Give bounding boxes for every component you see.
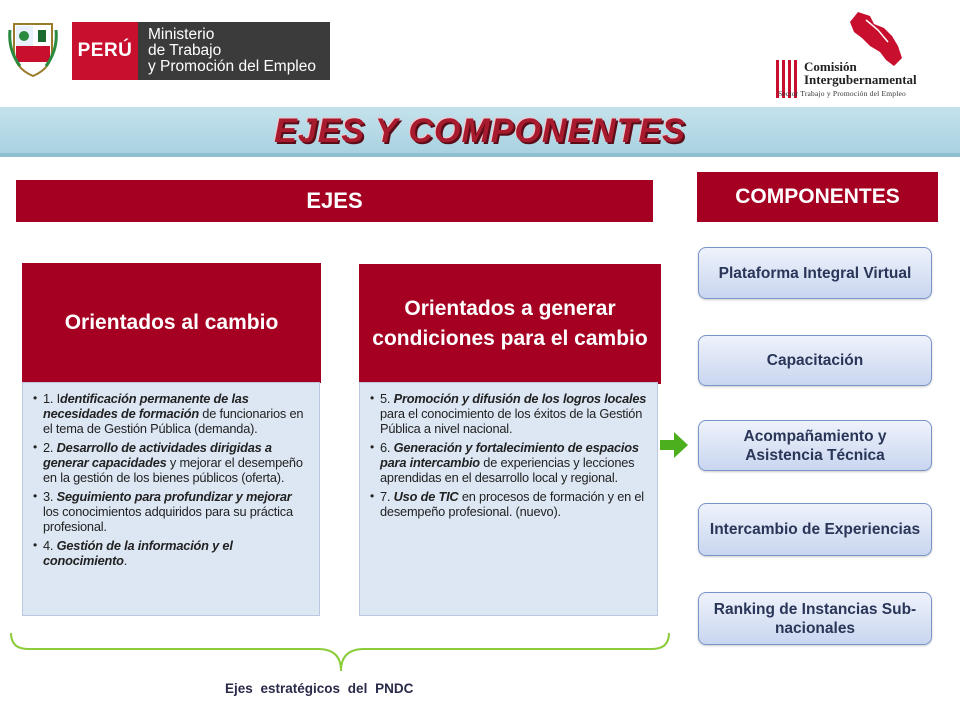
eje-item-text: de funcionarios en el tema de Gestión Pública (demanda). [43,406,304,436]
eje-item-bold: Promoción y difusión de los logros locales [393,391,647,406]
eje-item-number: 1. I [43,391,60,406]
ejes-header: EJES [16,180,653,222]
column-body-condiciones [359,382,658,616]
eje-item-text: de experiencias y lecciones aprendidas en el desarrollo local y regional. [380,455,635,485]
eje-item-number: 2. [43,440,57,455]
eje-item-number: 4. [43,538,57,553]
eje-item-bold: dentificación permanente de las necesidades de formación [43,391,249,421]
peru-label: PERÚ [77,40,133,61]
curly-brace-icon [8,631,672,675]
right-arrow-icon [660,432,688,458]
component-intercambio: Intercambio de Experiencias [698,503,932,556]
peru-coat-of-arms-icon [8,20,58,78]
eje-item-1 [33,391,309,436]
ejes-estrategicos-label: Ejes estratégicos del PNDC [225,681,414,696]
eje-item-bold: Gestión de la información y el conocimiento [43,538,233,568]
component-acompanamiento: Acompañamiento y Asistencia Técnica [698,420,932,471]
column-body-cambio [22,382,320,616]
eje-item-5 [370,391,647,436]
commission-name-line1: Comisión [804,59,857,74]
peru-logo [72,22,138,80]
eje-item-6 [370,440,647,485]
component-plataforma: Plataforma Integral Virtual [698,247,932,299]
eje-item-text: los conocimientos adquiridos para su práctica profesional. [43,504,293,534]
eje-item-7 [370,489,647,519]
commission-sector: Sector Trabajo y Promoción del Empleo [778,89,907,98]
eje-item-text: . [123,553,128,568]
ministry-line-2: de Trabajo [148,42,222,59]
ministry-line-3: y Promoción del Empleo [148,58,316,75]
eje-item-3 [33,489,309,534]
commission-name-line2: Intergubernamental [804,72,917,87]
eje-item-2 [33,440,309,485]
eje-item-bold: Generación y fortalecimiento de espacios para intercambio [380,440,639,470]
eje-item-text: y mejorar el desempeño en la gestión de los bienes públicos (oferta). [43,455,303,485]
component-capacitacion: Capacitación [698,335,932,386]
eje-item-number: 6. [380,440,394,455]
eje-item-bold: Seguimiento para profundizar y mejorar [56,489,292,504]
eje-item-4 [33,538,309,568]
ejes-list-left [23,383,319,568]
ministry-logo [138,22,330,80]
eje-item-bold: Desarrollo de actividades dirigidas a generar capacidades [43,440,272,470]
eje-item-number: 7. [380,489,394,504]
eje-item-number: 3. [43,489,57,504]
column-heading-cambio: Orientados al cambio [22,263,321,383]
eje-item-bold: Uso de TIC [393,489,459,504]
eje-item-text: en procesos de formación y en el desempeño profesional. (nuevo). [380,489,644,519]
eje-item-text: para el conocimiento de los éxitos de la Gestión Pública a nivel nacional. [380,406,643,436]
ejes-list-right [360,383,657,519]
column-heading-condiciones: Orientados a generar condiciones para el cambio [359,264,661,384]
page-title: EJES Y COMPONENTES [274,112,686,150]
ministry-line-1: Ministerio [148,26,215,43]
eje-item-number: 5. [380,391,394,406]
componentes-header: COMPONENTES [697,172,938,222]
component-ranking: Ranking de Instancias Sub-nacionales [698,592,932,645]
